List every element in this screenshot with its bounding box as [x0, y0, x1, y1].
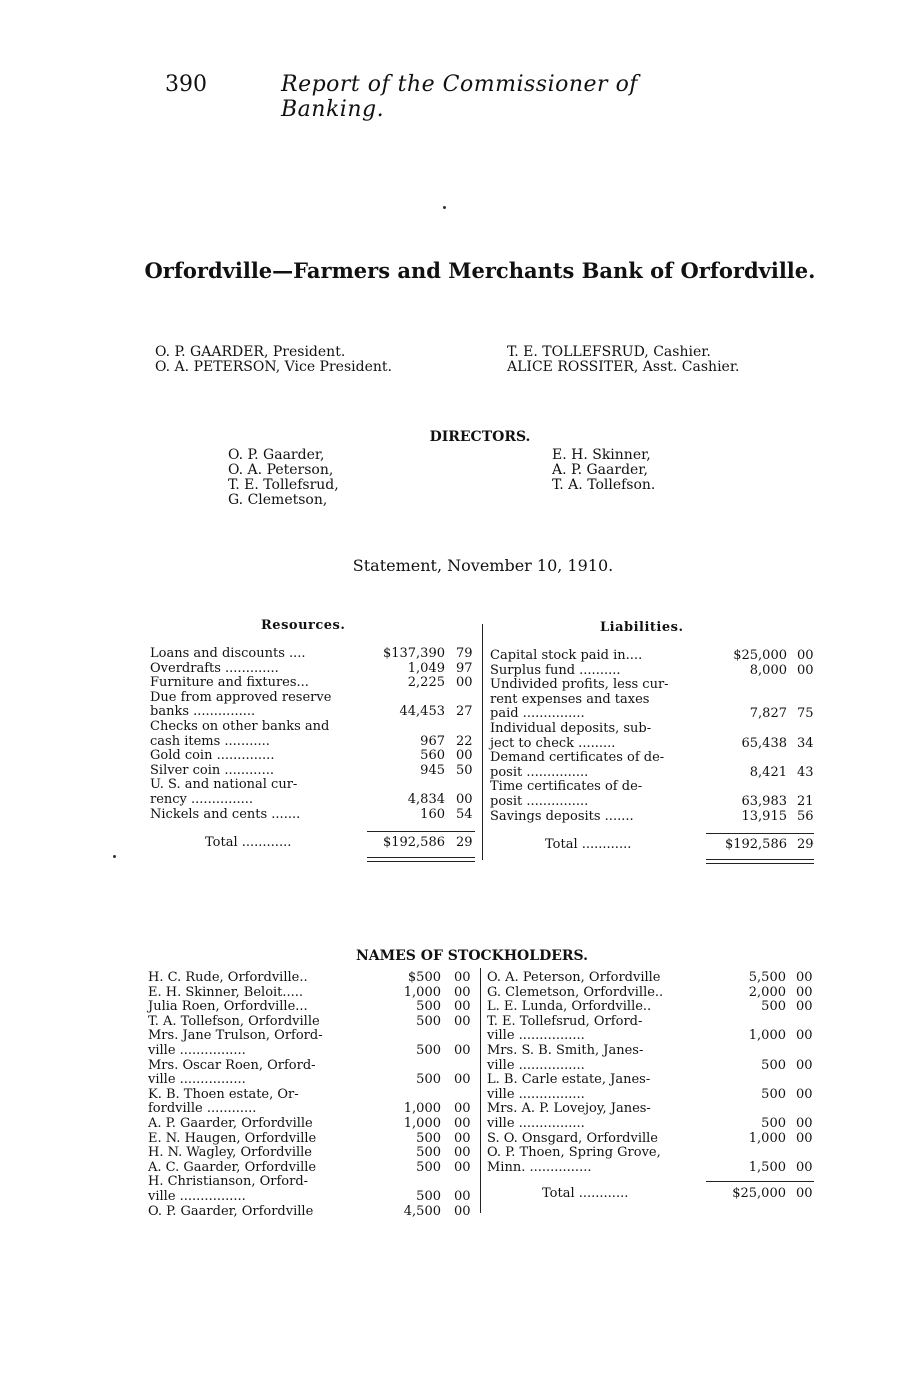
liability-row-cents: 43 — [797, 764, 814, 780]
directors-right — [552, 448, 655, 493]
liability-row — [490, 751, 820, 766]
stockholder-row — [487, 1117, 817, 1132]
stockholder-row-label: L. B. Carle estate, Janes- — [487, 1072, 651, 1088]
resource-row — [150, 749, 480, 764]
resource-row-cents: 79 — [456, 646, 473, 661]
stockholder-row-label: T. A. Tollefson, Orfordville — [148, 1013, 320, 1029]
stockholder-row-dollars: 500 — [416, 999, 441, 1015]
stockholder-row — [487, 986, 817, 1001]
stockholder-row-dollars: 1,000 — [403, 1101, 441, 1117]
liability-row-cents: 21 — [797, 793, 814, 809]
stockholder-row-cents: 00 — [454, 999, 471, 1015]
liability-row — [490, 707, 820, 722]
stockholders-left — [148, 971, 478, 1219]
liabilities-total-cents: 29 — [797, 837, 814, 852]
stockholder-row-dollars: 5,500 — [748, 970, 786, 985]
resource-row-cents: 27 — [456, 704, 473, 720]
resource-row-dollars: 44,453 — [399, 704, 445, 720]
stockholder-row — [487, 1073, 817, 1088]
stockholder-row — [148, 971, 478, 986]
liability-row — [490, 693, 820, 708]
stockholder-row — [487, 1161, 817, 1176]
running-title: Report of the Commissioner of Banking. — [281, 72, 638, 122]
stockholder-row-dollars: 1,500 — [748, 1159, 786, 1175]
stockholder-row-cents: 00 — [454, 970, 471, 985]
liability-row-cents: 34 — [797, 735, 814, 751]
stockholders-right — [487, 971, 817, 1175]
stockholder-row-cents: 00 — [796, 999, 813, 1015]
resource-row — [150, 662, 480, 677]
stockholder-row — [148, 1059, 478, 1074]
liabilities-heading: Liabilities. — [600, 620, 684, 635]
stockholder-row-cents: 00 — [454, 1042, 471, 1058]
stockholder-row-cents: 00 — [454, 1115, 471, 1131]
directors-heading: DIRECTORS. — [429, 429, 531, 445]
stockholder-row — [148, 1088, 478, 1103]
resource-row-cents: 00 — [456, 675, 473, 691]
stockholder-row-label: O. A. Peterson, Orfordville — [487, 970, 661, 985]
stockholders-total-label: Total ............ — [542, 1186, 629, 1201]
stockholder-row-dollars: 500 — [761, 999, 786, 1015]
stockholder-row-label: H. Christianson, Orford- — [148, 1174, 309, 1190]
stockholder-row-dollars: 1,000 — [403, 1115, 441, 1131]
resource-row-label: Furniture and fixtures... — [150, 675, 309, 691]
stockholder-row-cents: 00 — [454, 1188, 471, 1204]
stockholder-row — [487, 1015, 817, 1030]
stockholder-row-cents: 00 — [454, 984, 471, 1000]
officers-left — [155, 345, 392, 375]
director: O. A. Peterson, — [228, 462, 334, 478]
liability-row — [490, 795, 820, 810]
column-divider — [482, 624, 483, 860]
stockholder-row-cents: 00 — [454, 1145, 471, 1161]
stockholder-row — [148, 1044, 478, 1059]
resource-row-label: cash items ........... — [150, 733, 270, 749]
stockholder-row-label: H. C. Rude, Orfordville.. — [148, 970, 308, 985]
stockholder-row-label: O. P. Gaarder, Orfordville — [148, 1203, 314, 1219]
liability-row — [490, 722, 820, 737]
stockholder-row — [487, 1059, 817, 1074]
stockholder-row — [148, 1190, 478, 1205]
stockholder-row-label: S. O. Onsgard, Orfordville — [487, 1130, 658, 1146]
resource-row — [150, 676, 480, 691]
liability-row — [490, 810, 820, 825]
resources-table — [150, 647, 480, 822]
liability-row-label: Individual deposits, sub- — [490, 720, 652, 736]
stockholder-row-dollars: 500 — [416, 1072, 441, 1088]
stockholder-row-cents: 00 — [796, 1057, 813, 1073]
stockholder-row-label: Minn. ............... — [487, 1159, 592, 1175]
resource-row — [150, 691, 480, 706]
liability-row-label: rent expenses and taxes — [490, 691, 650, 707]
resources-total-label: Total ............ — [205, 835, 292, 850]
liability-row-cents: 75 — [797, 706, 814, 722]
stockholder-row-cents: 00 — [796, 1115, 813, 1131]
stockholder-row — [148, 1102, 478, 1117]
stockholder-row-label: K. B. Thoen estate, Or- — [148, 1086, 299, 1102]
stockholder-row — [487, 1000, 817, 1015]
liabilities-double-rule-1 — [706, 859, 814, 860]
director: E. H. Skinner, — [552, 447, 651, 463]
resource-row — [150, 705, 480, 720]
stockholder-row-dollars: 1,000 — [403, 984, 441, 1000]
director: A. P. Gaarder, — [552, 462, 648, 478]
liabilities-double-rule-2 — [706, 863, 814, 864]
liability-row-label: Capital stock paid in.... — [490, 648, 643, 663]
stockholders-divider — [480, 968, 481, 1213]
stockholders-total-rule — [706, 1181, 814, 1182]
resource-row-cents: 54 — [456, 806, 473, 822]
resource-row-label: Checks on other banks and — [150, 718, 330, 734]
stockholder-row — [148, 1132, 478, 1147]
liability-row — [490, 664, 820, 679]
liability-row-dollars: 13,915 — [741, 808, 787, 824]
liability-row — [490, 649, 820, 664]
resource-row-label: Due from approved reserve — [150, 689, 332, 705]
stockholder-row-label: ville ................ — [487, 1028, 585, 1044]
liability-row-label: ject to check ......... — [490, 735, 616, 751]
resource-row-dollars: 560 — [420, 748, 445, 764]
liabilities-total-label: Total ............ — [545, 837, 632, 852]
resources-double-rule-2 — [367, 861, 475, 862]
resources-heading: Resources. — [261, 618, 346, 633]
resource-row-label: Nickels and cents ....... — [150, 806, 301, 822]
resources-total-rule — [367, 831, 475, 832]
stockholder-row-cents: 00 — [796, 1159, 813, 1175]
stockholder-row-dollars: 1,000 — [748, 1028, 786, 1044]
stockholder-row — [487, 1132, 817, 1147]
stockholder-row-cents: 00 — [454, 1072, 471, 1088]
stockholder-row — [148, 1073, 478, 1088]
stockholder-row-dollars: 500 — [416, 1013, 441, 1029]
stockholder-row — [148, 1161, 478, 1176]
liability-row-label: Surplus fund .......... — [490, 662, 621, 678]
resource-row-cents: 50 — [456, 762, 473, 778]
resources-double-rule-1 — [367, 857, 475, 858]
stockholder-row — [487, 1044, 817, 1059]
stockholder-row — [487, 971, 817, 986]
stockholder-row-label: ville ................ — [487, 1086, 585, 1102]
stockholder-row-label: ville ................ — [487, 1115, 585, 1131]
resource-row-label: rency ............... — [150, 791, 254, 807]
bank-title: Orfordville—Farmers and Merchants Bank of Orfordville. — [144, 258, 816, 283]
liability-row-label: posit ............... — [490, 793, 589, 809]
liability-row-cents: 00 — [797, 662, 814, 678]
stockholder-row-dollars: 500 — [761, 1115, 786, 1131]
liabilities-total-row — [490, 838, 820, 853]
stockholders-total-dollars: $25,000 — [732, 1186, 786, 1201]
stockholder-row — [148, 1146, 478, 1161]
resource-row-dollars: 1,049 — [407, 660, 445, 676]
stockholder-row-cents: 00 — [454, 1130, 471, 1146]
stockholder-row-label: H. N. Wagley, Orfordville — [148, 1145, 313, 1161]
resource-row-cents: 97 — [456, 660, 473, 676]
speck — [113, 855, 116, 858]
liabilities-total-dollars: $192,586 — [724, 837, 787, 852]
liability-row-label: posit ............... — [490, 764, 589, 780]
stockholders-total-cents: 00 — [796, 1186, 813, 1201]
stockholder-row-label: A. P. Gaarder, Orfordville — [148, 1115, 313, 1131]
resource-row-label: Overdrafts ............. — [150, 660, 279, 676]
stockholder-row-cents: 00 — [454, 1203, 471, 1219]
resource-row-dollars: 967 — [420, 733, 445, 749]
stockholder-row-dollars: 500 — [416, 1159, 441, 1175]
liability-row-label: Time certificates of de- — [490, 779, 643, 795]
director: O. P. Gaarder, — [228, 447, 325, 463]
stockholder-row-dollars: $500 — [407, 970, 441, 985]
stockholder-row — [148, 986, 478, 1001]
resource-row-label: Loans and discounts .... — [150, 646, 306, 661]
resource-row — [150, 793, 480, 808]
stockholder-row-dollars: 500 — [761, 1057, 786, 1073]
stockholder-row-label: O. P. Thoen, Spring Grove, — [487, 1145, 661, 1161]
stockholder-row-label: L. E. Lunda, Orfordville.. — [487, 999, 652, 1015]
resource-row-label: Gold coin .............. — [150, 748, 275, 764]
stockholder-row-cents: 00 — [796, 984, 813, 1000]
stockholders-heading: NAMES OF STOCKHOLDERS. — [355, 948, 589, 964]
director: T. A. Tollefson. — [552, 477, 656, 493]
stockholder-row — [487, 1102, 817, 1117]
resources-total-dollars: $192,586 — [382, 835, 445, 850]
liability-row-cents: 00 — [797, 648, 814, 663]
resource-row-dollars: $137,390 — [382, 646, 445, 661]
resource-row-dollars: 4,834 — [407, 791, 445, 807]
director: T. E. Tollefsrud, — [228, 477, 339, 493]
officer-vice-president: O. A. PETERSON, Vice President. — [155, 359, 392, 375]
stockholder-row — [487, 1088, 817, 1103]
resource-row — [150, 764, 480, 779]
stockholder-row-cents: 00 — [796, 1086, 813, 1102]
liability-row-label: paid ............... — [490, 706, 585, 722]
liability-row — [490, 766, 820, 781]
stockholders-total-row — [487, 1187, 817, 1202]
liability-row-dollars: 7,827 — [749, 706, 787, 722]
resource-row-cents: 00 — [456, 791, 473, 807]
stockholder-row-label: Julia Roen, Orfordville... — [148, 999, 308, 1015]
liability-row-dollars: 8,421 — [749, 764, 787, 780]
officer-asst-cashier: ALICE ROSSITER, Asst. Cashier. — [507, 359, 740, 375]
stockholder-row-cents: 00 — [454, 1159, 471, 1175]
stockholder-row-label: fordville ............ — [148, 1101, 257, 1117]
resource-row-dollars: 2,225 — [407, 675, 445, 691]
stockholder-row-label: T. E. Tollefsrud, Orford- — [487, 1013, 643, 1029]
liability-row — [490, 780, 820, 795]
officers-right — [507, 345, 739, 375]
liability-row-label: Demand certificates of de- — [490, 750, 665, 766]
stockholder-row — [148, 1015, 478, 1030]
resource-row — [150, 647, 480, 662]
stockholder-row-label: ville ................ — [487, 1057, 585, 1073]
stockholder-row — [148, 1205, 478, 1220]
resources-total-cents: 29 — [456, 835, 473, 850]
stockholder-row-dollars: 2,000 — [748, 984, 786, 1000]
stockholder-row-dollars: 500 — [761, 1086, 786, 1102]
resource-row-cents: 00 — [456, 748, 473, 764]
resources-total-row — [150, 836, 480, 851]
liability-row — [490, 737, 820, 752]
stockholder-row-cents: 00 — [796, 1130, 813, 1146]
stockholder-row-cents: 00 — [796, 1028, 813, 1044]
resource-row-label: U. S. and national cur- — [150, 777, 298, 793]
stockholder-row-label: Mrs. Jane Trulson, Orford- — [148, 1028, 323, 1044]
resource-row — [150, 808, 480, 823]
directors-left — [228, 448, 339, 508]
resource-row-dollars: 945 — [420, 762, 445, 778]
stockholder-row — [148, 1000, 478, 1015]
resource-row — [150, 735, 480, 750]
stockholder-row-label: ville ................ — [148, 1042, 246, 1058]
liability-row — [490, 678, 820, 693]
stockholder-row — [148, 1029, 478, 1044]
stockholder-row — [487, 1146, 817, 1161]
liability-row-dollars: 65,438 — [741, 735, 787, 751]
stockholder-row-cents: 00 — [796, 970, 813, 985]
stockholder-row — [148, 1175, 478, 1190]
stockholder-row-dollars: 500 — [416, 1188, 441, 1204]
stockholder-row-label: G. Clemetson, Orfordville.. — [487, 984, 664, 1000]
stockholder-row-dollars: 4,500 — [403, 1203, 441, 1219]
resource-row-label: banks ............... — [150, 704, 256, 720]
stockholder-row-dollars: 500 — [416, 1130, 441, 1146]
stockholder-row-cents: 00 — [454, 1013, 471, 1029]
stockholder-row-label: E. H. Skinner, Beloit..... — [148, 984, 304, 1000]
speck — [443, 206, 446, 209]
stockholder-row-label: A. C. Gaarder, Orfordville — [148, 1159, 317, 1175]
stockholder-row-label: Mrs. Oscar Roen, Orford- — [148, 1057, 316, 1073]
stockholder-row-label: E. N. Haugen, Orfordville — [148, 1130, 317, 1146]
stockholder-row-label: Mrs. S. B. Smith, Janes- — [487, 1042, 644, 1058]
liability-row-dollars: $25,000 — [733, 648, 787, 663]
resource-row-dollars: 160 — [420, 806, 445, 822]
stockholder-row-label: ville ................ — [148, 1188, 246, 1204]
page-number: 390 — [165, 72, 207, 97]
stockholder-row-dollars: 500 — [416, 1145, 441, 1161]
director: G. Clemetson, — [228, 492, 328, 508]
liability-row-label: Undivided profits, less cur- — [490, 677, 669, 693]
liability-row-label: Savings deposits ....... — [490, 808, 634, 824]
liability-row-dollars: 63,983 — [741, 793, 787, 809]
resource-row — [150, 778, 480, 793]
resource-row — [150, 720, 480, 735]
liabilities-total-rule — [706, 833, 814, 834]
stockholder-row-cents: 00 — [454, 1101, 471, 1117]
stockholder-row-label: Mrs. A. P. Lovejoy, Janes- — [487, 1101, 651, 1117]
stockholder-row-label: ville ................ — [148, 1072, 246, 1088]
statement-title: Statement, November 10, 1910. — [352, 556, 614, 575]
stockholder-row — [487, 1029, 817, 1044]
resource-row-label: Silver coin ............ — [150, 762, 274, 778]
resource-row-cents: 22 — [456, 733, 473, 749]
liabilities-table — [490, 649, 820, 824]
officer-president: O. P. GAARDER, President. — [155, 344, 346, 360]
liability-row-cents: 56 — [797, 808, 814, 824]
stockholder-row-dollars: 1,000 — [748, 1130, 786, 1146]
stockholder-row — [148, 1117, 478, 1132]
liability-row-dollars: 8,000 — [749, 662, 787, 678]
stockholder-row-dollars: 500 — [416, 1042, 441, 1058]
officer-cashier: T. E. TOLLEFSRUD, Cashier. — [507, 344, 711, 360]
